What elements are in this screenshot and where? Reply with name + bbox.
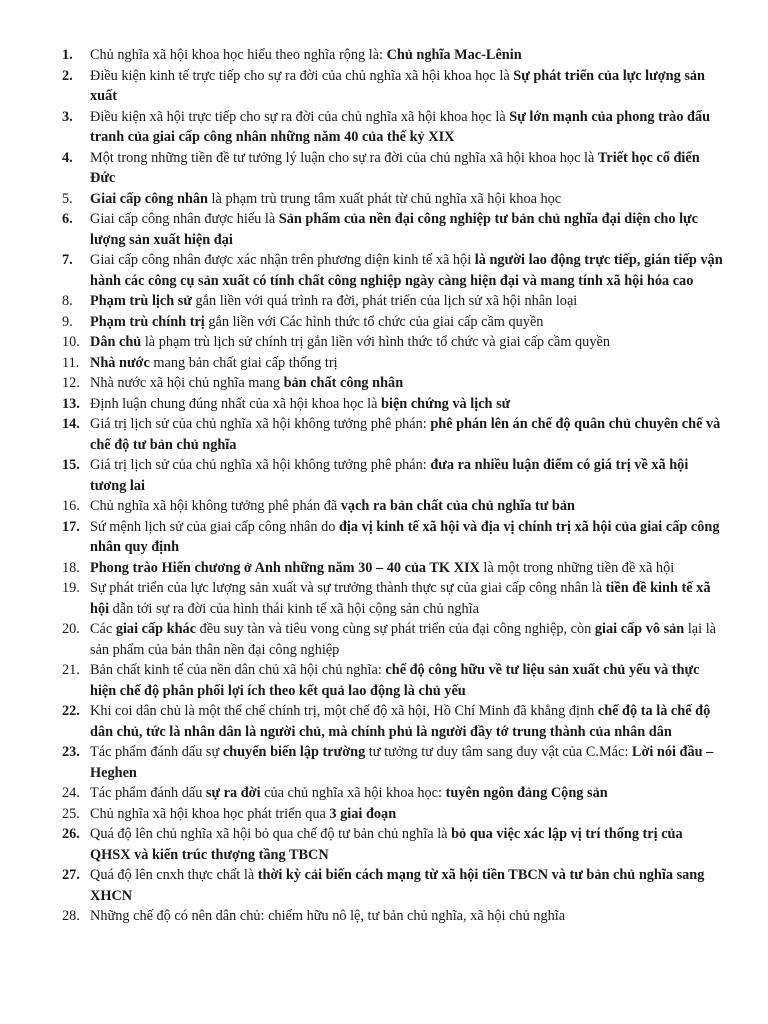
bold-text: sự ra đời (205, 785, 261, 801)
item-number: 24. (62, 785, 80, 801)
list-item (0, 394, 768, 415)
item-text (90, 498, 575, 514)
item-number: 28. (62, 908, 80, 924)
item-text (90, 314, 543, 330)
plain-text: Một trong những tiền đề tư tưởng lý luận cho sự ra đời của chủ nghĩa xã hội khoa học là (90, 149, 598, 166)
plain-text: là phạm trù trung tâm xuất phát từ chủ nghĩa xã hội khoa học (207, 190, 562, 207)
item-number: 22. (62, 703, 80, 719)
item-text (90, 396, 510, 412)
bold-text: Sự phát triển của lực lượng sản xuất (90, 67, 705, 104)
bold-text: tuyên ngôn đảng Cộng sản (445, 785, 608, 801)
bold-text: vạch ra bản chất của chủ nghĩa tư bản (340, 498, 575, 514)
item-number: 17. (62, 518, 80, 535)
list-item (0, 517, 768, 558)
item-text (90, 293, 577, 309)
item-text (90, 621, 716, 658)
item-text (90, 560, 674, 576)
item-number: 13. (62, 395, 80, 412)
bold-text: Triết học cổ điển Đức (90, 149, 700, 186)
list-item (0, 906, 768, 927)
item-number: 1. (62, 47, 73, 63)
list-item (0, 783, 768, 804)
list-item (0, 742, 768, 783)
item-text (90, 211, 698, 248)
bold-text: thời kỳ cải biến cách mạng từ xã hội tiền TBCN và tư bản chủ nghĩa sang XHCN (90, 867, 705, 904)
item-text (90, 867, 704, 904)
plain-text: mang bản chất giai cấp thống trị (149, 354, 338, 371)
plain-text: Giai cấp công nhân được hiểu là (90, 211, 279, 227)
plain-text: là một trong những tiền đề xã hội (479, 559, 675, 576)
plain-text: dẫn tới sự ra đời của hình thái kinh tế xã hội cộng sản chủ nghĩa (109, 600, 479, 617)
item-text (90, 416, 720, 453)
list-item (0, 148, 768, 189)
item-number: 7. (62, 252, 73, 268)
item-text (90, 150, 700, 187)
item-number: 21. (62, 662, 80, 678)
bold-text: chuyển biến lập trường (222, 744, 366, 760)
plain-text: Khi coi dân chủ là một thể chế chính trị, một chế độ xã hội, Hồ Chí Minh đã khẳng định (90, 703, 598, 719)
bold-text: chế độ công hữu về tư liệu sản xuất chủ yếu và thực hiện chế độ phân phối lợi ích theo kết quả lao động là chủ yếu (90, 662, 700, 699)
item-number: 3. (62, 108, 73, 125)
plain-text: đều suy tàn và tiêu vong cùng sự phát triển của đại công nghiệp, còn (196, 621, 595, 637)
plain-text: Nhà nước xã hội chủ nghĩa mang (90, 375, 284, 391)
item-text (90, 457, 688, 494)
plain-text: Tác phẩm đánh dấu sự (90, 744, 223, 760)
list-item (0, 804, 768, 825)
item-text (90, 334, 610, 350)
list-item (0, 865, 768, 906)
item-text (90, 375, 403, 391)
plain-text: Tác phẩm đánh dấu (90, 785, 206, 801)
item-text (90, 744, 713, 781)
plain-text: Chủ nghĩa xã hội không tưởng phê phán đã (90, 498, 341, 514)
numbered-list (0, 45, 768, 927)
item-text (90, 703, 710, 740)
item-text (90, 785, 608, 801)
item-number: 16. (62, 498, 80, 514)
item-text (90, 580, 710, 617)
plain-text: Những chế độ có nên dân chủ: chiếm hữu nô lệ, tư bản chủ nghĩa, xã hội chủ nghĩa (90, 908, 566, 924)
plain-text: Giá trị lịch sử của chủ nghĩa xã hội không tưởng phê phán: (90, 416, 431, 432)
item-text (90, 109, 710, 146)
plain-text: Sự phát triển của lực lượng sản xuất và sự trưởng thành thực sự của giai cấp công nhân là (90, 580, 606, 596)
item-text (90, 519, 719, 556)
item-number: 12. (62, 375, 80, 391)
item-number: 23. (62, 744, 80, 760)
plain-text: Các (90, 621, 116, 637)
item-text (90, 908, 565, 924)
item-number: 10. (62, 334, 80, 350)
plain-text: Sứ mệnh lịch sử của giai cấp công nhân do (90, 518, 339, 535)
list-item (0, 291, 768, 312)
item-text (90, 826, 683, 863)
item-number: 18. (62, 559, 80, 576)
bold-text: giai cấp vô sản (594, 621, 685, 637)
item-text (90, 662, 699, 699)
list-item (0, 332, 768, 353)
bold-text: 3 giai đoạn (329, 805, 397, 822)
plain-text: của chủ nghĩa xã hội khoa học: (260, 785, 446, 801)
item-text (90, 355, 338, 371)
list-item (0, 558, 768, 579)
bold-text: bản chất công nhân (283, 375, 404, 391)
list-item (0, 414, 768, 455)
bold-text: tiền đề kinh tế xã hội (90, 580, 711, 617)
plain-text: là phạm trù lịch sử chính trị gắn liền với hình thức tổ chức và giai cấp cầm quyền (141, 334, 610, 350)
list-item (0, 353, 768, 374)
plain-text: Chủ nghĩa xã hội khoa học phát triển qua (90, 805, 330, 822)
plain-text: Định luận chung đúng nhất của xã hội khoa học là (90, 395, 382, 412)
item-number: 14. (62, 416, 80, 432)
plain-text: gắn liền với quá trình ra đời, phát triển của lịch sử xã hội nhân loại (191, 293, 578, 309)
list-item (0, 660, 768, 701)
list-item (0, 824, 768, 865)
bold-text: Chủ nghĩa Mac-Lênin (386, 47, 522, 63)
list-item (0, 455, 768, 496)
bold-text: Sự lớn mạnh của phong trào đấu tranh của giai cấp công nhân những năm 40 của thế kỷ XIX (90, 108, 711, 145)
bold-text: chế độ ta là chế độ dân chủ, tức là nhân dân là người chủ, mà chính phủ là người đầy tớ trung thành của nhân dân (90, 703, 711, 740)
list-item (0, 250, 768, 291)
plain-text: Giá trị lịch sử của chủ nghĩa xã hội không tưởng phê phán: (90, 457, 431, 473)
bold-text: Giai cấp công nhân (90, 190, 208, 207)
item-number: 19. (62, 580, 80, 596)
item-number: 9. (62, 313, 73, 330)
list-item (0, 701, 768, 742)
item-number: 11. (62, 354, 80, 371)
bold-text: địa vị kinh tế xã hội và địa vị chính trị xã hội của giai cấp công nhân quy định (90, 518, 720, 555)
bold-text: Phạm trù chính trị (90, 313, 205, 330)
item-number: 6. (62, 211, 73, 227)
list-item (0, 45, 768, 66)
list-item (0, 496, 768, 517)
plain-text: lại là sản phẩm của bản thân nền đại công nghiệp (90, 621, 717, 658)
bold-text: Phong trào Hiến chương ở Anh những năm 30 – 40 của TK XIX (90, 559, 480, 576)
item-text (90, 806, 396, 822)
item-number: 20. (62, 621, 80, 637)
bold-text: bỏ qua việc xác lập vị trí thống trị của QHSX và kiến trúc thượng tầng TBCN (90, 826, 683, 863)
plain-text: Giai cấp công nhân được xác nhận trên phương diện kinh tế xã hội (90, 252, 475, 268)
item-text (90, 47, 522, 63)
item-number: 4. (62, 149, 73, 166)
bold-text: là người lao động trực tiếp, gián tiếp vận hành các công cụ sản xuất có tính chất công nghiệp ngày càng hiện đại và mang tính xã hội hóa cao (90, 252, 723, 289)
plain-text: Chủ nghĩa xã hội khoa học hiểu theo nghĩa rộng là: (90, 47, 387, 63)
list-item (0, 189, 768, 210)
list-item (0, 66, 768, 107)
item-number: 2. (62, 67, 73, 84)
bold-text: Nhà nước (90, 354, 150, 371)
bold-text: Lời nói đầu – Heghen (90, 744, 714, 781)
item-text (90, 68, 705, 105)
list-item (0, 619, 768, 660)
list-item (0, 312, 768, 333)
plain-text: Điều kiện kinh tế trực tiếp cho sự ra đời của chủ nghĩa xã hội khoa học là (90, 67, 514, 84)
plain-text: Quá độ lên chủ nghĩa xã hội bỏ qua chế độ tư bản chủ nghĩa là (90, 826, 452, 842)
list-item (0, 373, 768, 394)
bold-text: phê phán lên án chế độ quân chủ chuyên chế và chế độ tư bản chủ nghĩa (90, 416, 721, 453)
list-item (0, 107, 768, 148)
bold-text: giai cấp khác (115, 621, 197, 637)
plain-text: tư tưởng tư duy tâm sang duy vật của C.Mác: (365, 744, 632, 760)
bold-text: đưa ra nhiều luận điểm có giá trị về xã hội tương lai (90, 457, 689, 494)
item-text (90, 252, 723, 289)
item-number: 25. (62, 805, 80, 822)
item-text (90, 191, 561, 207)
plain-text: Điều kiện xã hội trực tiếp cho sự ra đời của chủ nghĩa xã hội khoa học là (90, 108, 510, 125)
item-number: 26. (62, 826, 80, 842)
item-number: 27. (62, 867, 80, 883)
item-number: 8. (62, 293, 73, 309)
bold-text: biện chứng và lịch sử (381, 395, 511, 412)
list-item (0, 209, 768, 250)
bold-text: Sản phẩm của nền đại công nghiệp tư bản chủ nghĩa đại diện cho lực lượng sản xuất hiện đại (90, 211, 698, 248)
bold-text: Phạm trù lịch sử (90, 293, 192, 309)
item-number: 5. (62, 190, 73, 207)
plain-text: Bản chất kinh tế của nền dân chủ xã hội chủ nghĩa: (90, 662, 386, 678)
list-item (0, 578, 768, 619)
bold-text: Dân chủ (90, 334, 142, 350)
item-number: 15. (62, 457, 80, 473)
plain-text: Quá độ lên cnxh thực chất là (90, 867, 258, 883)
plain-text: gắn liền với Các hình thức tổ chức của giai cấp cầm quyền (204, 313, 544, 330)
